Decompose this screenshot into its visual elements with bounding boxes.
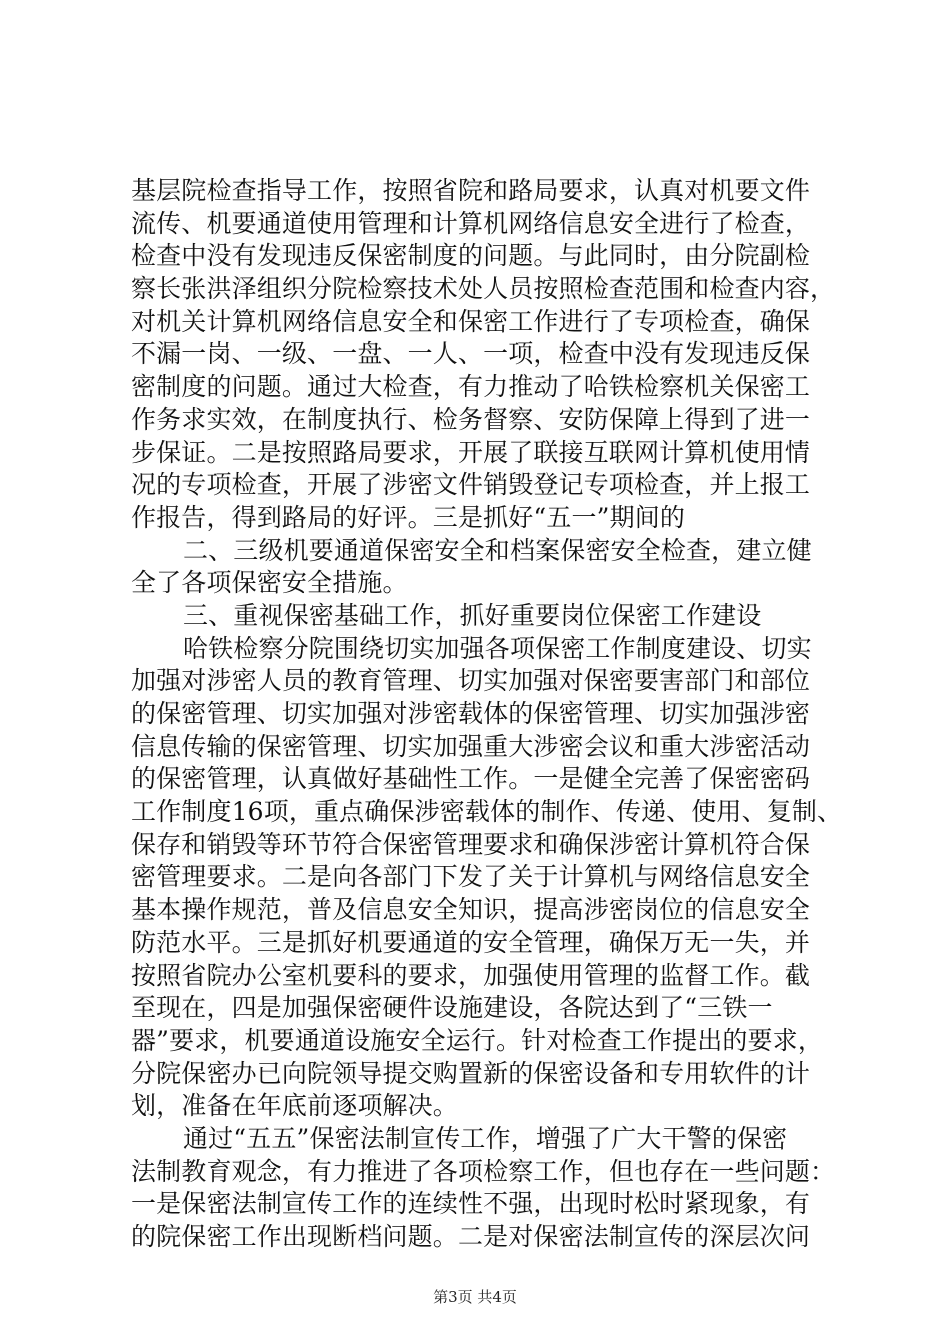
text-line: 流传、机要通道使用管理和计算机网络信息安全进行了检查， <box>131 208 811 238</box>
text-line: 基本操作规范，普及信息安全知识，提高涉密岗位的信息安全 <box>131 895 811 925</box>
text-line: 作报告，得到路局的好评。三是抓好“五一”期间的 <box>131 502 686 532</box>
text-line: 二、三级机要通道保密安全和档案保密安全检查，建立健 <box>183 535 812 565</box>
text-line: 器”要求，机要通道设施安全运行。针对检查工作提出的要求， <box>131 1025 823 1055</box>
text-line: 法制教育观念，有力推进了各项检察工作，但也存在一些问题： <box>131 1156 836 1186</box>
text-line: 密管理要求。二是向各部门下发了关于计算机与网络信息安全 <box>131 862 811 892</box>
text-line: 对机关计算机网络信息安全和保密工作进行了专项检查，确保 <box>131 306 811 336</box>
text-line: 检查中没有发现违反保密制度的问题。与此同时，由分院副检 <box>131 241 811 271</box>
text-line: 保存和销毁等环节符合保密管理要求和确保涉密计算机符合保 <box>131 829 811 859</box>
text-line: 不漏一岗、一级、一盘、一人、一项，检查中没有发现违反保 <box>131 339 811 369</box>
text-line: 的保密管理、切实加强对涉密载体的保密管理、切实加强涉密 <box>131 699 811 728</box>
text-line: 通过“五五”保密法制宣传工作，增强了广大干警的保密 <box>183 1123 788 1153</box>
text-line: 的院保密工作出现断档问题。二是对保密法制宣传的深层次问 <box>131 1222 811 1251</box>
text-line: 密制度的问题。通过大检查，有力推动了哈铁检察机关保密工 <box>131 372 811 402</box>
text-line: 三、重视保密基础工作，抓好重要岗位保密工作建设 <box>183 600 762 630</box>
text-line: 作务求实效，在制度执行、检务督察、安防保障上得到了进一 <box>131 404 811 434</box>
text-line: 信息传输的保密管理、切实加强重大涉密会议和重大涉密活动 <box>131 731 811 761</box>
text-line: 察长张洪泽组织分院检察技术处人员按照检查范围和检查内容， <box>131 274 836 304</box>
text-line: 工作制度16项，重点确保涉密载体的制作、传递、使用、复制、 <box>131 797 843 827</box>
text-line: 分院保密办已向院领导提交购置新的保密设备和专用软件的计 <box>131 1058 811 1088</box>
text-line: 按照省院办公室机要科的要求，加强使用管理的监督工作。截 <box>131 960 811 990</box>
text-line: 加强对涉密人员的教育管理、切实加强对保密要害部门和部位 <box>131 666 811 696</box>
text-line: 步保证。二是按照路局要求，开展了联接互联网计算机使用情 <box>131 437 811 467</box>
text-line: 基层院检查指导工作，按照省院和路局要求，认真对机要文件 <box>131 176 811 205</box>
text-line: 的保密管理，认真做好基础性工作。一是健全完善了保密密码 <box>131 764 811 794</box>
text-line: 哈铁检察分院围绕切实加强各项保密工作制度建设、切实 <box>183 633 812 663</box>
text-line: 至现在，四是加强保密硬件设施建设，各院达到了“三铁一 <box>131 993 773 1023</box>
text-line: 全了各项保密安全措施。 <box>131 568 408 598</box>
document-body <box>131 175 851 1254</box>
text-line: 一是保密法制宣传工作的连续性不强，出现时松时紧现象，有 <box>131 1189 811 1219</box>
text-line: 况的专项检查，开展了涉密文件销毁登记专项检查，并上报工 <box>131 470 811 500</box>
text-line: 防范水平。三是抓好机要通道的安全管理，确保万无一失，并 <box>131 927 811 957</box>
text-line: 划，准备在年底前逐项解决。 <box>131 1091 458 1121</box>
page-footer: 第3页 共4页 <box>433 1288 517 1306</box>
